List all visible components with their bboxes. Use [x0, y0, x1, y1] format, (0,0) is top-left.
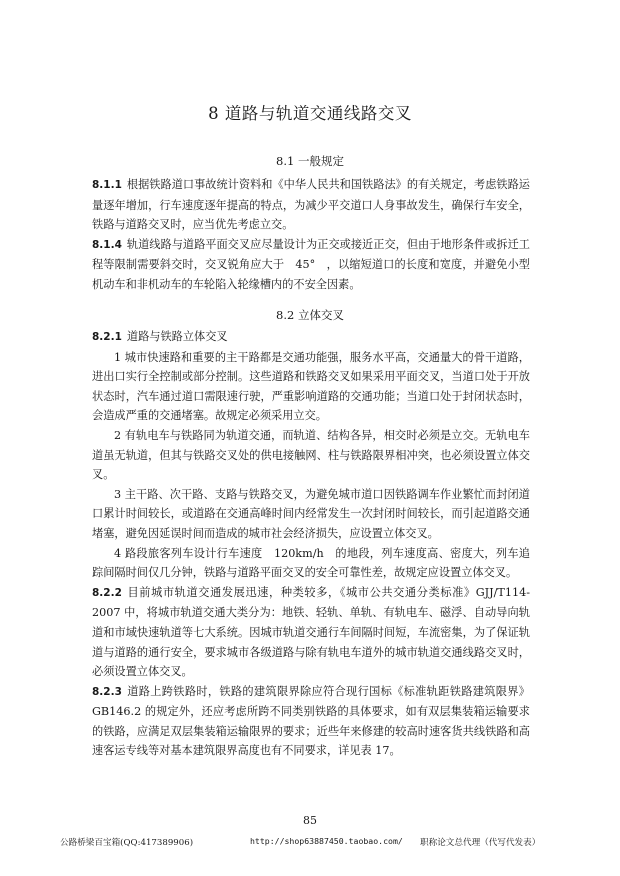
section-title-8-1: 8.1 一般规定 [276, 154, 344, 168]
clause-text: 道路上跨铁路时，铁路的建筑限界除应符合现行国标《标准轨距铁路建筑限界》GB146.2 的规定外，还应考虑所跨不同类别铁路的具体要求，如有双层集装箱运输要求的铁路，应满足双层集装箱运输限界的要求；近些年来修建的较高时速客货共线铁路和高速客运专线等对基本建筑限界高度也有不同要求，详见表 17。 [92, 684, 530, 758]
clause-item: 4 路段旅客列车设计行车速度 120km/h 的地段，列车速度高、密度大，列车追踪间隔时间仅几分钟，铁路与道路平面交叉的安全可靠性差，故规定应设置立体交叉。 [92, 546, 530, 580]
clause-text: 根据铁路道口事故统计资料和《中华人民共和国铁路法》的有关规定，考虑铁路运量逐年增加，行车速度逐年提高的特点，为减少平交道口人身事故发生，确保行车安全，铁路与道路交叉时，应当优先考虑立交。 [92, 178, 530, 232]
section-title-8-2: 8.2 立体交叉 [276, 308, 344, 322]
clause-number: 8.2.1 [92, 331, 122, 343]
clause-8-2-1-heading [92, 327, 530, 348]
clause-8-2-2 [92, 583, 530, 682]
clause-number: 8.1.4 [92, 238, 122, 251]
clause-8-1-4 [92, 235, 530, 295]
footer-right-text: 职称论文总代理（代写代发表） [420, 838, 541, 848]
clause-text: 目前城市轨道交通发展迅速，种类较多，《城市公共交通分类标准》GJJ/T114-2007 中，将城市轨道交通大类分为：地铁、轻轨、单轨、有轨电车、磁浮、自动导向轨道和市域快速轨道等七大系统。因城市轨道交通行车间隔时间短，车流密集，为了保证轨道与道路的通行安全，要求城市各级道路与除有轨电车道外的城市轨道交通线路交叉时，必须设置立体交叉。 [92, 585, 530, 679]
clause-item: 1 城市快速路和重要的主干路都是交通功能强，服务水平高，交通量大的骨干道路，进出口实行全控制或部分控制。这些道路和铁路交叉如果采用平面交叉，当道口处于开放状态时，汽车通过道口需限速行驶，严重影响道路的交通功能；当道口处于封闭状态时，会造成严重的交通堵塞。故规定必须采用立交。 [92, 350, 530, 423]
clause-item: 2 有轨电车与铁路同为轨道交通，而轨道、结构各异，相交时必须是立交。无轨电车道虽无轨道，但其与铁路交叉处的供电接触网、柱与铁路限界相冲突，也必须设置立体交叉。 [92, 428, 530, 482]
clause-text: 轨道线路与道路平面交叉应尽量设计为正交或接近正交，但由于地形条件或拆迁工程等限制需要斜交时，交叉锐角应大于 45° ，以缩短道口的长度和宽度，并避免小型机动车和非机动车的车轮陷入轮缘槽内的不安全因素。 [92, 237, 530, 291]
footer-left-text: 公路桥梁百宝箱(QQ:417389906) [60, 838, 194, 848]
clause-8-2-3 [92, 682, 530, 761]
footer-url[interactable]: http://shop63887450.taobao.com/ [250, 836, 403, 846]
clause-title: 道路与铁路立体交叉 [126, 330, 228, 343]
section-8-2-body [92, 327, 530, 761]
clause-item: 3 主干路、次干路、支路与铁路交叉，为避免城市道口因铁路调车作业繁忙而封闭道口累计时间较长，或道路在交通高峰时间内经常发生一次封闭时间较长，而引起道路交通堵塞，避免因延误时间而造成的城市社会经济损失，应设置立体交叉。 [92, 487, 530, 540]
section-8-1-body [92, 175, 530, 295]
clause-8-1-1 [92, 175, 530, 235]
clause-number: 8.1.1 [92, 179, 122, 191]
clause-number: 8.2.3 [92, 685, 122, 698]
page-number: 85 [303, 814, 317, 827]
chapter-title: 8 道路与轨道交通线路交叉 [208, 104, 412, 123]
clause-number: 8.2.2 [92, 586, 122, 599]
